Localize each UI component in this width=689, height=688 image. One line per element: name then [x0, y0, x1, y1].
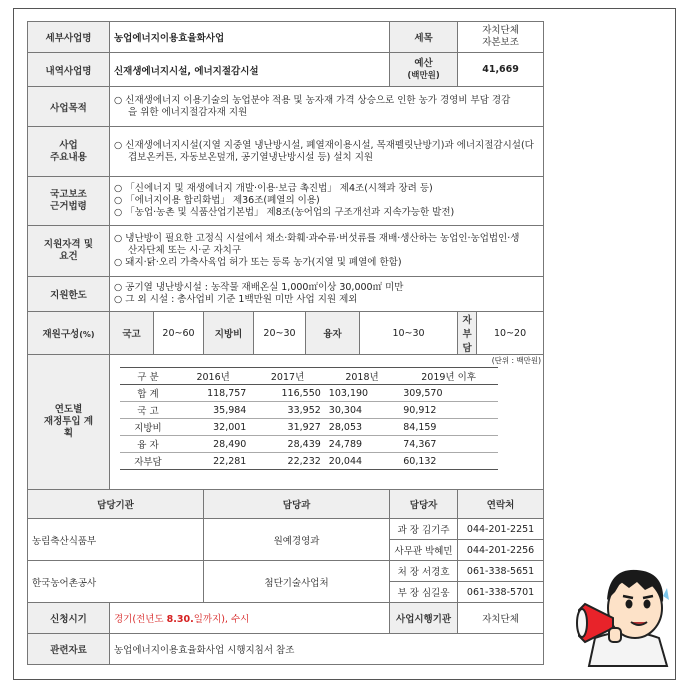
dept-name: 첨단기술사업처	[204, 561, 390, 603]
funding-name: 국고	[110, 312, 154, 355]
funding-row	[28, 312, 544, 355]
annual-table	[120, 367, 498, 470]
apply-value-date: 8.30.	[166, 614, 194, 625]
contact-phone: 044-201-2256	[458, 540, 544, 561]
apply-label: 신청시기	[28, 603, 110, 634]
funding-name: 자부담	[458, 312, 477, 355]
funding-value: 10~30	[360, 312, 458, 355]
agency-value: 자치단체	[458, 603, 544, 634]
annual-cell: 20,044	[325, 453, 399, 470]
annual-row	[28, 355, 544, 490]
budget-unit: (백만원)	[407, 70, 440, 81]
contact-person: 과 장 김기주	[390, 519, 458, 540]
annual-label: 재정투입 계	[43, 416, 94, 427]
funding-unit: (%)	[79, 330, 95, 339]
budget-label: 예산	[414, 57, 433, 69]
reference-value: 농업에너지이용효율화사업 시행지침서 참조	[110, 634, 544, 665]
content-row	[28, 127, 544, 177]
law-label: 국고보조	[50, 189, 87, 200]
annual-cell: 32,001	[176, 419, 250, 436]
annual-row-name: 자부담	[120, 453, 176, 470]
law-row	[28, 177, 544, 226]
annual-row-name: 합 계	[120, 385, 176, 402]
reference-label: 관련자료	[28, 634, 110, 665]
contact-phone: 061-338-5701	[458, 582, 544, 603]
limit-row	[28, 277, 544, 312]
contacts-header: 담당과	[204, 490, 390, 519]
program-document	[27, 21, 543, 656]
qualification-label: 지원자격 및	[43, 239, 94, 250]
category-value-2: 자본보조	[482, 37, 519, 48]
annual-cell: 118,757	[176, 385, 250, 402]
annual-cell: 22,232	[250, 453, 324, 470]
qualification-label: 요건	[59, 251, 78, 262]
megaphone-character-illustration	[571, 556, 681, 666]
annual-cell: 28,439	[250, 436, 324, 453]
contact-phone: 061-338-5651	[458, 561, 544, 582]
annual-data-row	[120, 419, 498, 436]
annual-cell: 28,490	[176, 436, 250, 453]
annual-header: 2017년	[250, 368, 324, 385]
annual-unit: (단위 : 백만원)	[491, 356, 542, 365]
annual-row-name: 국 고	[120, 402, 176, 419]
apply-value-prefix: 경기(전년도	[114, 614, 167, 625]
annual-label: 연도별	[54, 404, 83, 415]
law-line: ○ 「농업·농촌 및 식품산업기본법」 제8조(농어업의 구조개선과 지속가능한 발전)	[114, 207, 455, 218]
annual-header: 2016년	[176, 368, 250, 385]
dept-name: 원예경영과	[204, 519, 390, 561]
apply-row	[28, 603, 544, 634]
annual-cell: 90,912	[399, 402, 498, 419]
funding-name: 융자	[306, 312, 360, 355]
contact-person: 부 장 심길웅	[390, 582, 458, 603]
law-line: ○ 「신에너지 및 재생에너지 개발·이용·보급 촉진법」 제4조(시책과 장려 등)	[114, 183, 433, 194]
contact-row	[28, 561, 544, 582]
item-value: 신재생에너지시설, 에너지절감시설	[110, 53, 390, 87]
hand	[609, 628, 621, 642]
agency-name: 농림축산식품부	[28, 519, 204, 561]
detail-value: 농업에너지이용효율화사업	[110, 22, 390, 53]
annual-cell: 60,132	[399, 453, 498, 470]
qualification-row	[28, 226, 544, 277]
budget-value: 41,669	[458, 53, 544, 87]
annual-header-row	[120, 368, 498, 385]
annual-header: 구 분	[120, 368, 176, 385]
mouth	[631, 622, 647, 625]
purpose-line: 을 위한 에너지절감자재 지원	[128, 106, 248, 118]
qualification-line: ○ 냉난방이 필요한 고정식 시설에서 채소·화훼·과수류·버섯류를 재배·생산하는 농업인·농업법인·생	[114, 233, 520, 244]
agency-name: 한국농어촌공사	[28, 561, 204, 603]
content-label: 주요내용	[50, 151, 87, 163]
megaphone-mouth	[577, 609, 587, 637]
annual-data-row	[120, 436, 498, 453]
annual-cell: 116,550	[250, 385, 324, 402]
contacts-header: 담당자	[390, 490, 458, 519]
contact-person: 사무관 박혜민	[390, 540, 458, 561]
contacts-header-row	[28, 490, 544, 519]
annual-cell: 84,159	[399, 419, 498, 436]
funding-value: 20~60	[154, 312, 204, 355]
qualification-line: ○ 돼지·닭·오리 가축사육업 허가 또는 등록 농가(지열 및 폐열에 한함)	[114, 257, 402, 268]
purpose-label: 사업목적	[28, 87, 110, 127]
item-row	[28, 53, 544, 87]
annual-header: 2019년 이후	[399, 368, 498, 385]
left-eye	[626, 600, 633, 609]
annual-header: 2018년	[325, 368, 399, 385]
annual-cell: 35,984	[176, 402, 250, 419]
limit-line: ○ 그 외 시설 : 총사업비 기준 1백만원 미만 사업 지원 제외	[114, 294, 358, 305]
annual-cell: 24,789	[325, 436, 399, 453]
right-eye	[644, 600, 651, 609]
annual-data-row	[120, 402, 498, 419]
funding-value: 10~20	[477, 312, 544, 355]
category-label: 세목	[390, 22, 458, 53]
annual-cell: 30,304	[325, 402, 399, 419]
law-label: 근거법령	[50, 201, 87, 212]
annual-cell: 28,053	[325, 419, 399, 436]
annual-cell: 74,367	[399, 436, 498, 453]
annual-row-name: 지방비	[120, 419, 176, 436]
item-label: 내역사업명	[28, 53, 110, 87]
category-value-1: 자치단체	[482, 25, 519, 36]
contacts-header: 담당기관	[28, 490, 204, 519]
agency-label: 사업시행기관	[390, 603, 458, 634]
annual-cell: 33,952	[250, 402, 324, 419]
annual-data-row	[120, 453, 498, 470]
contact-row	[28, 519, 544, 540]
content-line: ○ 신재생에너지시설(지열 지중열 냉난방시설, 폐열재이용시설, 목재펠릿난방기)과 에너지절감시설(다	[114, 139, 534, 151]
funding-value: 20~30	[254, 312, 306, 355]
annual-cell: 22,281	[176, 453, 250, 470]
contacts-header: 연락처	[458, 490, 544, 519]
annual-label: 획	[63, 428, 74, 439]
contact-phone: 044-201-2251	[458, 519, 544, 540]
limit-line: ○ 공기열 냉난방시설 : 농작물 재배온실 1,000㎡이상 30,000㎡ 미만	[114, 282, 404, 293]
purpose-row	[28, 87, 544, 127]
annual-cell: 309,570	[399, 385, 498, 402]
annual-row-name: 융 자	[120, 436, 176, 453]
annual-data-row	[120, 385, 498, 402]
qualification-line: 산자단체 또는 시·군 자치구	[128, 245, 242, 256]
detail-label: 세부사업명	[28, 22, 110, 53]
content-label: 사업	[59, 139, 78, 151]
reference-row	[28, 634, 544, 665]
funding-name: 지방비	[204, 312, 254, 355]
program-table	[27, 21, 544, 665]
sweat-drop	[663, 588, 669, 600]
law-line: ○ 「에너지이용 합리화법」 제36조(폐열의 이용)	[114, 195, 320, 206]
content-line: 겹보온커튼, 자동보온덮개, 공기열냉난방시설 등) 설치 지원	[128, 151, 374, 163]
limit-label: 지원한도	[28, 277, 110, 312]
detail-row	[28, 22, 544, 53]
apply-value-suffix: 일까지), 수시	[193, 614, 250, 625]
annual-cell: 31,927	[250, 419, 324, 436]
contact-person: 처 장 서경호	[390, 561, 458, 582]
purpose-line: ○ 신재생에너지 이용기술의 농업분야 적용 및 농자재 가격 상승으로 인한 농가 경영비 부담 경감	[114, 94, 511, 106]
funding-label: 재원구성	[42, 329, 80, 340]
annual-cell: 103,190	[325, 385, 399, 402]
